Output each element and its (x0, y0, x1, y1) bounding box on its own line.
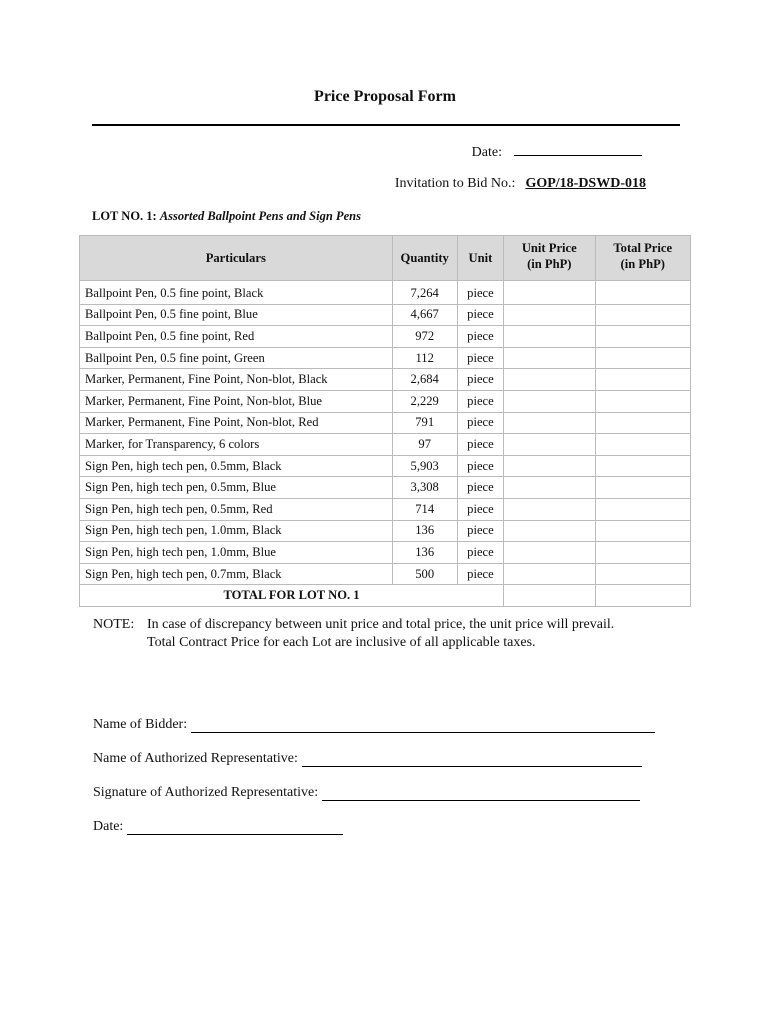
page-title: Price Proposal Form (314, 88, 456, 105)
header-unit-price-currency: (in PhP) (527, 257, 572, 271)
bidder-name-label: Name of Bidder: (93, 717, 188, 732)
total-price-cell[interactable] (595, 281, 691, 305)
unit-price-cell[interactable] (504, 390, 595, 412)
total-price-cell[interactable] (595, 455, 691, 477)
total-price-cell[interactable] (595, 520, 691, 542)
unit-cell: piece (457, 347, 503, 369)
unit-price-cell[interactable] (504, 326, 595, 348)
quantity-cell: 714 (392, 498, 457, 520)
header-unit: Unit (457, 236, 503, 281)
table-row (80, 434, 691, 456)
quantity-cell: 112 (392, 347, 457, 369)
total-price-cell[interactable] (595, 304, 691, 326)
quantity-cell: 2,684 (392, 369, 457, 391)
unit-cell: piece (457, 455, 503, 477)
table-row (80, 390, 691, 412)
sign-date-row (93, 819, 343, 835)
bidder-name-line[interactable] (191, 718, 655, 733)
total-price-cell[interactable] (595, 542, 691, 564)
header-unit-price (504, 236, 595, 281)
particulars-cell: Ballpoint Pen, 0.5 fine point, Black (80, 281, 393, 305)
particulars-cell: Marker, Permanent, Fine Point, Non-blot, Red (80, 412, 393, 434)
table-row (80, 347, 691, 369)
title-divider (92, 124, 680, 126)
unit-cell: piece (457, 563, 503, 585)
total-price-cell[interactable] (595, 434, 691, 456)
total-price-cell[interactable] (595, 369, 691, 391)
particulars-cell: Sign Pen, high tech pen, 1.0mm, Black (80, 520, 393, 542)
unit-cell: piece (457, 434, 503, 456)
lot-heading (92, 209, 361, 224)
particulars-cell: Marker, for Transparency, 6 colors (80, 434, 393, 456)
particulars-cell: Sign Pen, high tech pen, 0.5mm, Black (80, 455, 393, 477)
unit-price-cell[interactable] (504, 520, 595, 542)
total-unit-price-cell[interactable] (504, 585, 595, 607)
quantity-cell: 5,903 (392, 455, 457, 477)
table-row (80, 455, 691, 477)
total-price-cell[interactable] (595, 347, 691, 369)
rep-name-line[interactable] (302, 752, 642, 767)
unit-cell: piece (457, 281, 503, 305)
quantity-cell: 3,308 (392, 477, 457, 499)
unit-cell: piece (457, 542, 503, 564)
table-row (80, 520, 691, 542)
unit-price-cell[interactable] (504, 498, 595, 520)
unit-cell: piece (457, 390, 503, 412)
lot-description: Assorted Ballpoint Pens and Sign Pens (159, 209, 361, 223)
table-row (80, 477, 691, 499)
date-label: Date: (471, 145, 502, 160)
unit-cell: piece (457, 498, 503, 520)
quantity-cell: 2,229 (392, 390, 457, 412)
unit-price-cell[interactable] (504, 455, 595, 477)
particulars-cell: Sign Pen, high tech pen, 0.7mm, Black (80, 563, 393, 585)
quantity-cell: 4,667 (392, 304, 457, 326)
note-label: NOTE: (93, 617, 135, 632)
table-row (80, 498, 691, 520)
lot-label: LOT NO. 1: (92, 209, 157, 223)
total-label: TOTAL FOR LOT NO. 1 (80, 585, 504, 607)
table-row (80, 542, 691, 564)
unit-price-cell[interactable] (504, 412, 595, 434)
total-price-cell[interactable] (595, 412, 691, 434)
rep-signature-line[interactable] (322, 786, 640, 801)
unit-price-cell[interactable] (504, 434, 595, 456)
quantity-cell: 972 (392, 326, 457, 348)
total-price-cell[interactable] (595, 390, 691, 412)
total-price-cell[interactable] (595, 498, 691, 520)
unit-cell: piece (457, 412, 503, 434)
header-particulars: Particulars (80, 236, 393, 281)
particulars-cell: Sign Pen, high tech pen, 1.0mm, Blue (80, 542, 393, 564)
itb-label: Invitation to Bid No.: (394, 176, 516, 191)
table-row (80, 563, 691, 585)
note-line-2: Total Contract Price for each Lot are inclusive of all applicable taxes. (147, 635, 536, 650)
itb-row (0, 176, 646, 192)
unit-cell: piece (457, 520, 503, 542)
sign-date-label: Date: (93, 819, 124, 834)
table-row (80, 326, 691, 348)
table-header-row (80, 236, 691, 281)
header-total-price-label: Total Price (613, 241, 673, 255)
rep-name-row (93, 751, 642, 767)
quantity-cell: 136 (392, 542, 457, 564)
particulars-cell: Marker, Permanent, Fine Point, Non-blot, Blue (80, 390, 393, 412)
itb-number: GOP/18-DSWD-018 (525, 176, 646, 191)
unit-price-cell[interactable] (504, 542, 595, 564)
unit-price-cell[interactable] (504, 304, 595, 326)
date-row (0, 143, 642, 161)
table-row (80, 369, 691, 391)
particulars-cell: Ballpoint Pen, 0.5 fine point, Blue (80, 304, 393, 326)
price-table (79, 235, 691, 607)
quantity-cell: 7,264 (392, 281, 457, 305)
unit-cell: piece (457, 369, 503, 391)
date-blank-line[interactable] (514, 143, 642, 156)
particulars-cell: Sign Pen, high tech pen, 0.5mm, Red (80, 498, 393, 520)
sign-date-line[interactable] (127, 820, 343, 835)
quantity-cell: 791 (392, 412, 457, 434)
header-quantity: Quantity (392, 236, 457, 281)
note-block (93, 616, 614, 652)
unit-cell: piece (457, 477, 503, 499)
particulars-cell: Ballpoint Pen, 0.5 fine point, Green (80, 347, 393, 369)
rep-signature-row (93, 785, 640, 801)
total-price-cell[interactable] (595, 585, 691, 607)
header-unit-price-label: Unit Price (521, 241, 577, 255)
total-row (80, 585, 691, 607)
particulars-cell: Ballpoint Pen, 0.5 fine point, Red (80, 326, 393, 348)
total-price-cell[interactable] (595, 326, 691, 348)
rep-name-label: Name of Authorized Representative: (93, 751, 298, 766)
note-line-1: In case of discrepancy between unit price and total price, the unit price will prevail. (147, 617, 615, 632)
unit-price-cell[interactable] (504, 281, 595, 305)
table-row (80, 304, 691, 326)
header-total-price (595, 236, 691, 281)
quantity-cell: 136 (392, 520, 457, 542)
total-price-cell[interactable] (595, 477, 691, 499)
rep-signature-label: Signature of Authorized Representative: (93, 785, 319, 800)
header-total-price-currency: (in PhP) (620, 257, 665, 271)
quantity-cell: 500 (392, 563, 457, 585)
total-price-cell[interactable] (595, 563, 691, 585)
table-row (80, 281, 691, 305)
bidder-name-row (93, 717, 655, 733)
unit-cell: piece (457, 304, 503, 326)
unit-price-cell[interactable] (504, 563, 595, 585)
particulars-cell: Marker, Permanent, Fine Point, Non-blot, Black (80, 369, 393, 391)
unit-price-cell[interactable] (504, 477, 595, 499)
table-row (80, 412, 691, 434)
unit-price-cell[interactable] (504, 369, 595, 391)
quantity-cell: 97 (392, 434, 457, 456)
particulars-cell: Sign Pen, high tech pen, 0.5mm, Blue (80, 477, 393, 499)
unit-cell: piece (457, 326, 503, 348)
unit-price-cell[interactable] (504, 347, 595, 369)
